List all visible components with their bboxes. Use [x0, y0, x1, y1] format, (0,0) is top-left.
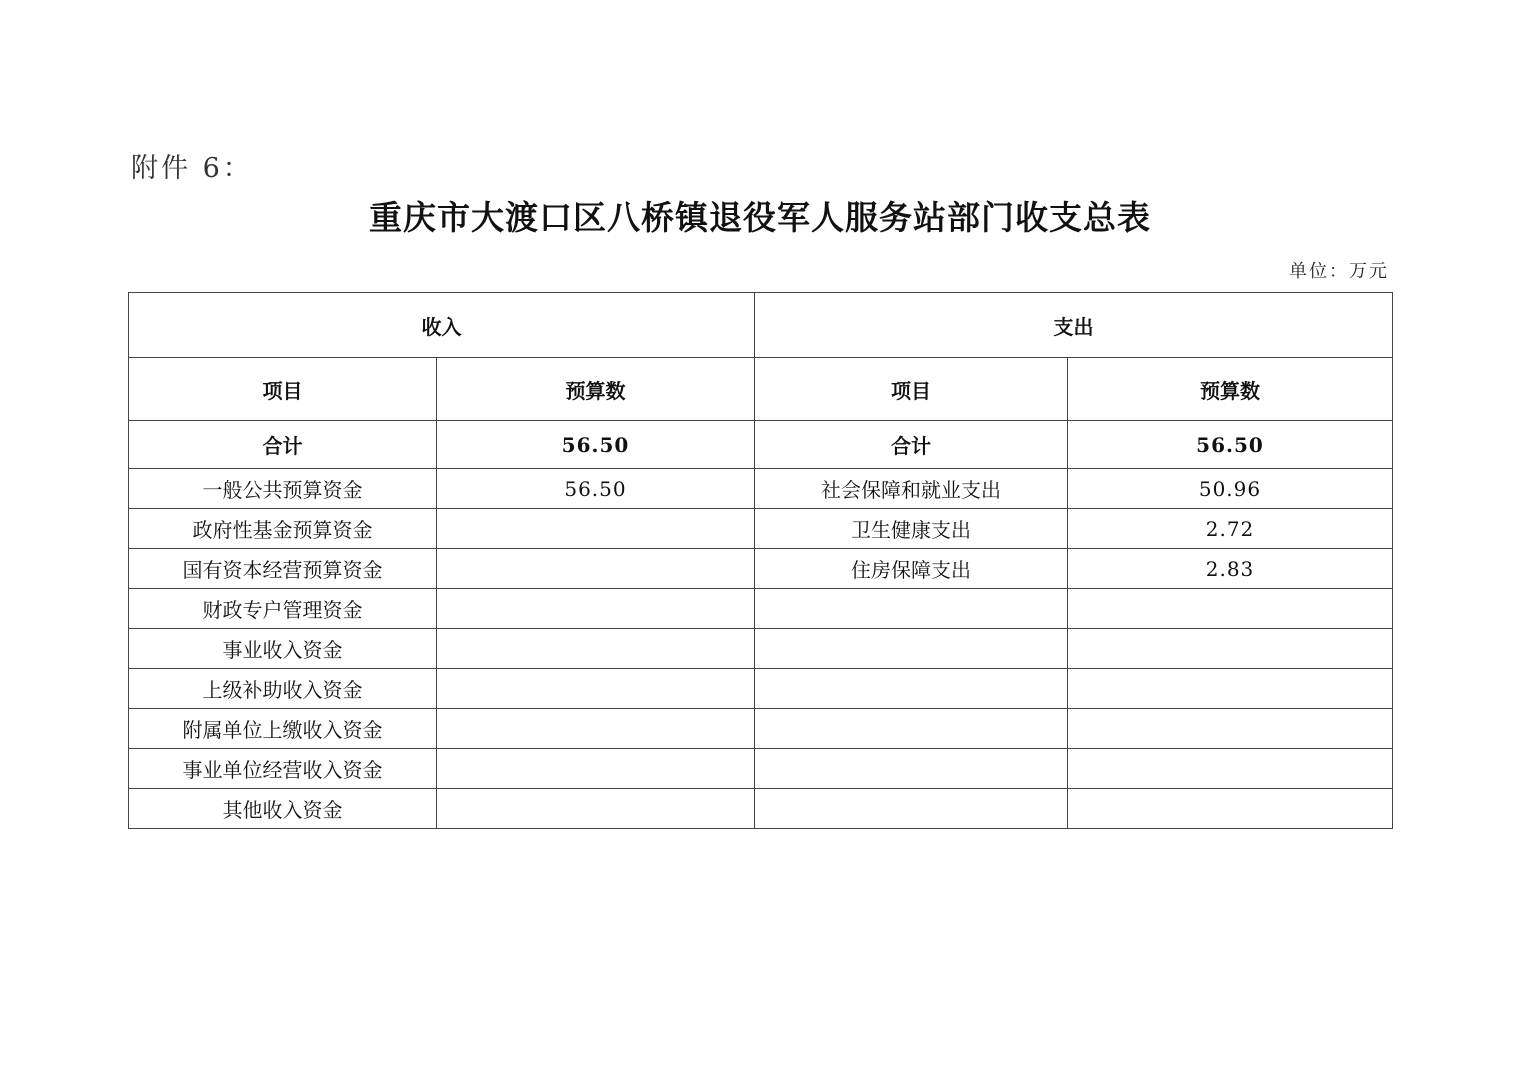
- attachment-label: 附件 6：: [131, 153, 253, 184]
- income-item: 国有资本经营预算资金: [129, 549, 437, 589]
- expense-value: 2.83: [1068, 549, 1393, 589]
- expense-total-label: 合计: [755, 421, 1068, 469]
- page-title: 重庆市大渡口区八桥镇退役军人服务站部门收支总表: [369, 198, 1151, 237]
- table-row: [129, 469, 1393, 509]
- income-budget-header: 预算数: [437, 358, 755, 421]
- expense-value: [1068, 589, 1393, 629]
- income-item: 一般公共预算资金: [129, 469, 437, 509]
- expense-value: [1068, 629, 1393, 669]
- expense-value: 2.72: [1068, 509, 1393, 549]
- expense-item: 卫生健康支出: [755, 509, 1068, 549]
- total-row: [129, 421, 1393, 469]
- unit-label: 单位：万元: [1289, 261, 1389, 282]
- expense-value: [1068, 789, 1393, 829]
- income-value: [437, 589, 755, 629]
- income-item: 事业单位经营收入资金: [129, 749, 437, 789]
- expense-value: 50.96: [1068, 469, 1393, 509]
- expense-value: [1068, 709, 1393, 749]
- expense-item: [755, 669, 1068, 709]
- income-value: 56.50: [437, 469, 755, 509]
- income-total-label: 合计: [129, 421, 437, 469]
- expense-value: [1068, 669, 1393, 709]
- expense-item: [755, 749, 1068, 789]
- income-item: 财政专户管理资金: [129, 589, 437, 629]
- expense-total-value: 56.50: [1068, 421, 1393, 469]
- table-row: [129, 549, 1393, 589]
- section-income-header: 收入: [129, 293, 755, 358]
- table-row: [129, 509, 1393, 549]
- income-total-value: 56.50: [437, 421, 755, 469]
- table-row: [129, 589, 1393, 629]
- section-header-row: [129, 293, 1393, 358]
- expense-item: [755, 709, 1068, 749]
- income-item: 其他收入资金: [129, 789, 437, 829]
- column-header-row: [129, 358, 1393, 421]
- income-item: 事业收入资金: [129, 629, 437, 669]
- income-value: [437, 789, 755, 829]
- section-expense-header: 支出: [755, 293, 1393, 358]
- expense-item: [755, 789, 1068, 829]
- income-value: [437, 669, 755, 709]
- income-value: [437, 709, 755, 749]
- income-item-header: 项目: [129, 358, 437, 421]
- income-expense-summary-table: [128, 292, 1393, 829]
- expense-item-header: 项目: [755, 358, 1068, 421]
- income-item: 附属单位上缴收入资金: [129, 709, 437, 749]
- expense-item: 社会保障和就业支出: [755, 469, 1068, 509]
- income-item: 上级补助收入资金: [129, 669, 437, 709]
- expense-item: 住房保障支出: [755, 549, 1068, 589]
- expense-item: [755, 589, 1068, 629]
- table-row: [129, 709, 1393, 749]
- expense-value: [1068, 749, 1393, 789]
- table-row: [129, 669, 1393, 709]
- table-row: [129, 629, 1393, 669]
- income-value: [437, 509, 755, 549]
- table-row: [129, 749, 1393, 789]
- expense-budget-header: 预算数: [1068, 358, 1393, 421]
- income-value: [437, 629, 755, 669]
- income-value: [437, 549, 755, 589]
- income-item: 政府性基金预算资金: [129, 509, 437, 549]
- table-row: [129, 789, 1393, 829]
- expense-item: [755, 629, 1068, 669]
- income-value: [437, 749, 755, 789]
